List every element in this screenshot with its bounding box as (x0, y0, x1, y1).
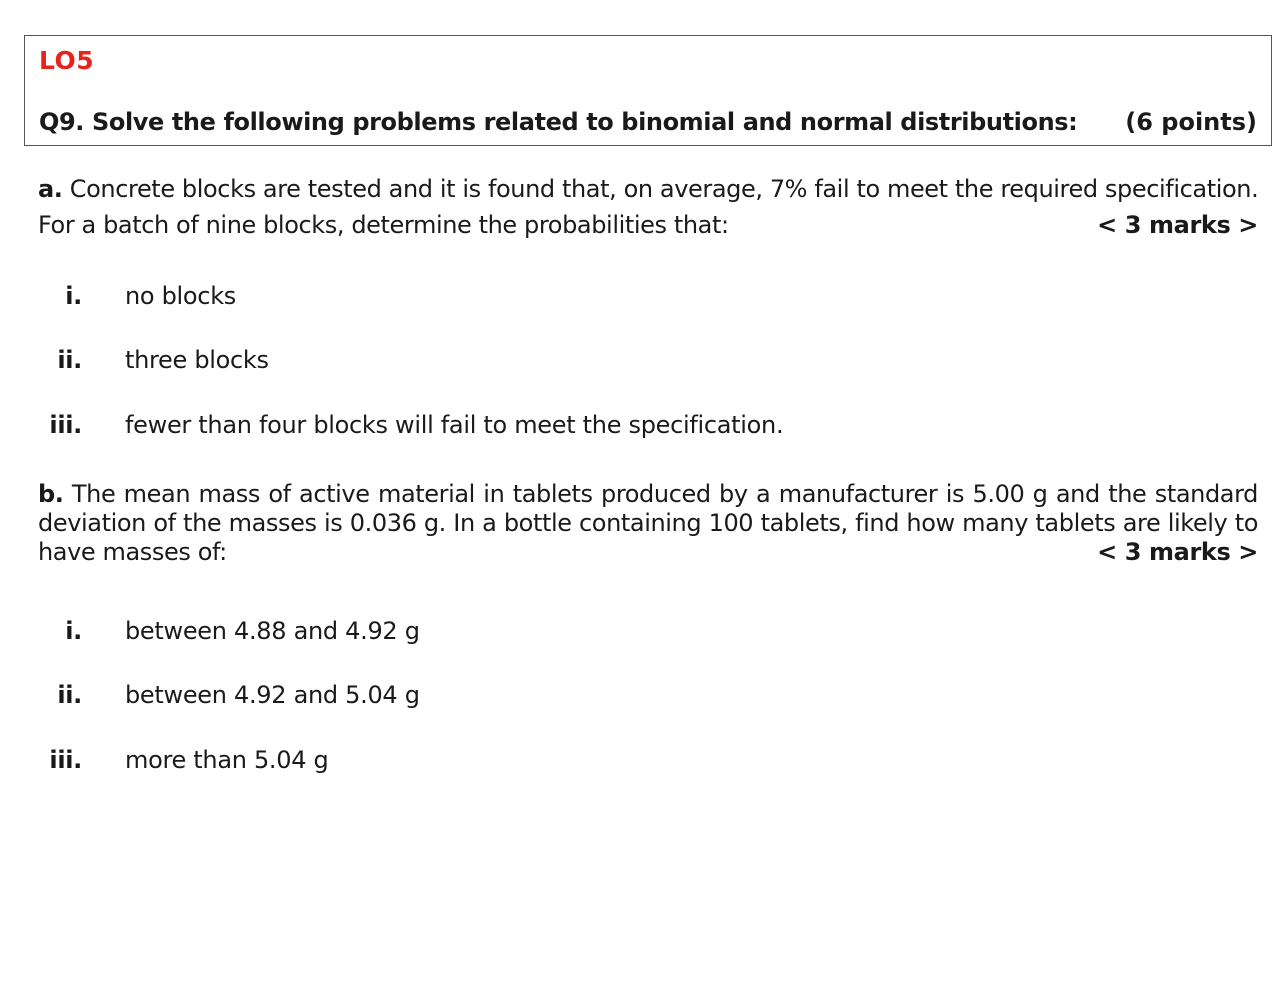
part-a-label: a. (38, 175, 63, 203)
question-title: Q9. Solve the following problems related to binomial and normal distributions: (39, 108, 1078, 136)
part-a-paragraph (38, 175, 1258, 239)
part-a-item-3-text: fewer than four blocks will fail to meet the specification. (125, 411, 784, 439)
question-header-box (24, 35, 1272, 146)
part-b-paragraph (38, 480, 1258, 566)
learning-outcome-label: LO5 (39, 46, 95, 75)
part-a-line-1-text: Concrete blocks are tested and it is found that, on average, 7% fail to meet the required specification. (69, 175, 1259, 203)
question-points: (6 points) (1125, 108, 1257, 136)
part-a-item-1-text: no blocks (125, 282, 237, 310)
part-b-item-3-text: more than 5.04 g (125, 746, 329, 774)
part-a-item-2-text: three blocks (125, 346, 269, 374)
part-a-item-3-number: iii. (49, 411, 82, 439)
part-b-line-2 (38, 509, 1258, 537)
part-b-item-1-number: i. (65, 617, 82, 645)
part-b-item-2-number: ii. (57, 681, 82, 709)
part-b-item-3-number: iii. (49, 746, 82, 774)
part-b-item-1-text: between 4.88 and 4.92 g (125, 617, 420, 645)
part-b-label: b. (38, 480, 64, 508)
part-a-line-2-text: For a batch of nine blocks, determine the probabilities that: (38, 211, 729, 239)
part-b-line-3-text: have masses of: (38, 538, 227, 566)
part-a-line-1 (38, 175, 1258, 203)
part-a-marks: < 3 marks > (1097, 211, 1258, 239)
part-b-line-1-text: The mean mass of active material in tablets produced by a manufacturer is 5.00 g and the standard (71, 480, 1258, 508)
part-b-item-2-text: between 4.92 and 5.04 g (125, 681, 420, 709)
part-b-line-1 (38, 480, 1258, 508)
part-a-item-1-number: i. (65, 282, 82, 310)
part-b-line-2-text: deviation of the masses is 0.036 g. In a bottle containing 100 tablets, find how many tablets are likely to (38, 509, 1258, 537)
part-a-item-2-number: ii. (57, 346, 82, 374)
part-a-line-2 (38, 211, 1258, 239)
part-b-marks: < 3 marks > (1097, 538, 1258, 566)
part-b-line-3 (38, 538, 1258, 566)
